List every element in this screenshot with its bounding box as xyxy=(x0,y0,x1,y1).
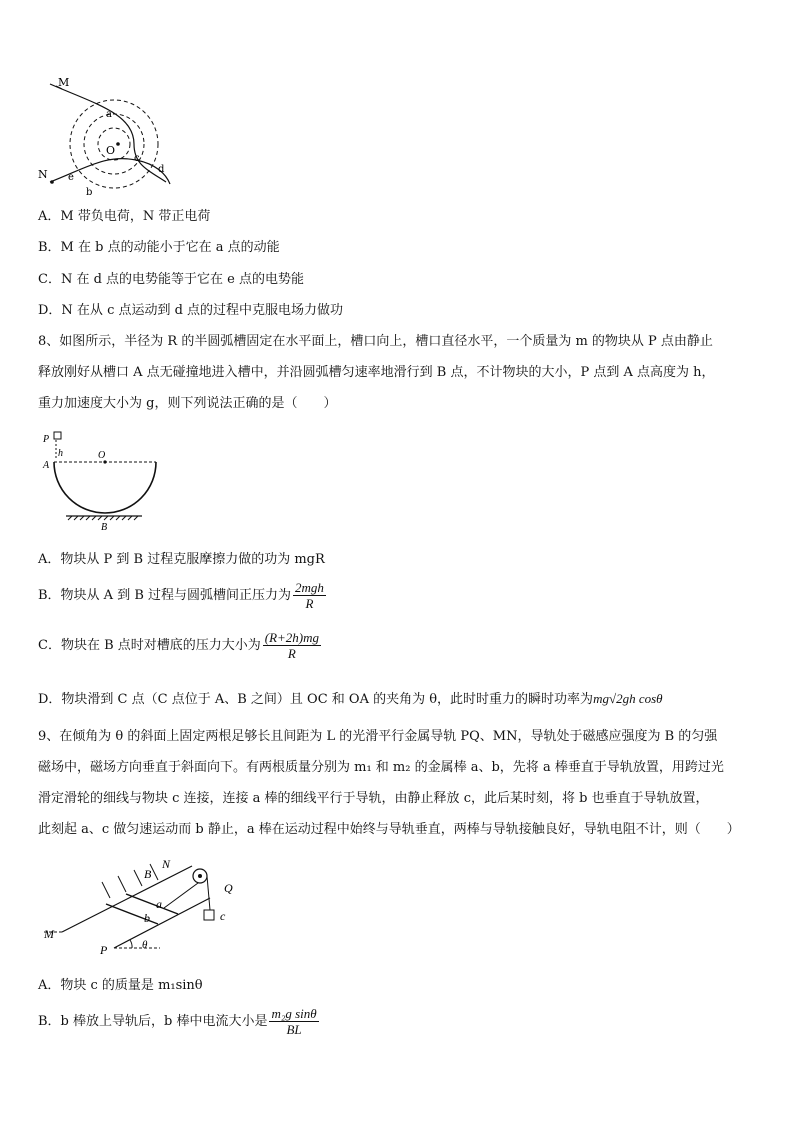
q8-stem-line-3: 重力加速度大小为 g，则下列说法正确的是（ ） xyxy=(38,396,337,411)
q9-option-b-text: B．b 棒放上导轨后，b 棒中电流大小是 xyxy=(38,1014,268,1029)
label-b: b xyxy=(144,911,150,925)
q8-option-b-fraction xyxy=(293,580,326,611)
q7-option-a: A．M 带负电荷，N 带正电荷 xyxy=(38,209,211,224)
q8-option-c-fraction xyxy=(263,630,321,661)
label-N: N xyxy=(162,857,171,871)
label-M: M xyxy=(58,76,70,89)
label-B: B xyxy=(101,522,108,533)
q8-stem-line-2: 释放刚好从槽口 A 点无碰撞地进入槽中，并沿圆弧槽匀速率地滑行到 B 点，不计物块的大小，P 点到 A 点高度为 h， xyxy=(38,365,715,380)
q9-stem-line-2: 磁场中，磁场方向垂直于斜面向下。有两根质量分别为 m₁ 和 m₂ 的金属棒 a、b，先将 a 棒垂直于导轨放置，用跨过光 xyxy=(38,760,724,775)
label-e: e xyxy=(68,172,74,183)
q9-option-b-fraction xyxy=(269,1006,318,1037)
label-Q: Q xyxy=(224,881,233,895)
label-P: P xyxy=(43,434,50,445)
q9-stem-line-1: 9、在倾角为 θ 的斜面上固定两根足够长且间距为 L 的光滑平行金属导轨 PQ、MN，导轨处于磁感应强度为 B 的匀强 xyxy=(38,729,718,744)
q8-option-b xyxy=(38,580,326,611)
q8-option-a: A．物块从 P 到 B 过程克服摩擦力做的功为 mgR xyxy=(38,552,325,567)
q8-stem-line-1: 8、如图所示，半径为 R 的半圆弧槽固定在水平面上，槽口向上，槽口直径水平，一个质量为 m 的物块从 P 点由静止 xyxy=(38,334,713,349)
inclined-rails-figure xyxy=(40,852,250,960)
label-a: a xyxy=(156,897,162,911)
label-c: c xyxy=(220,909,226,923)
q9-stem-line-4: 此刻起 a、c 做匀速运动而 b 静止，a 棒在运动过程中始终与导轨垂直，两棒与导轨接触良好，导轨电阻不计，则（ ） xyxy=(38,822,740,837)
label-A: A xyxy=(43,460,50,471)
q8-option-d-math: mg√2gh cosθ xyxy=(593,691,663,706)
semicircle-groove-figure xyxy=(38,428,168,534)
label-c: c xyxy=(134,153,140,164)
electric-field-figure xyxy=(36,74,186,198)
q9-option-a: A．物块 c 的质量是 m₁sinθ xyxy=(38,978,203,993)
q8-option-d xyxy=(38,690,663,709)
label-b: b xyxy=(86,187,93,198)
label-P: P xyxy=(100,943,108,957)
fraction-denominator: R xyxy=(305,596,314,611)
label-O: O xyxy=(98,450,106,461)
label-N: N xyxy=(38,168,48,181)
label-M: M xyxy=(44,927,54,941)
q8-option-b-text: B．物块从 A 到 B 过程与圆弧槽间正压力为 xyxy=(38,588,292,603)
q9-stem-line-3: 滑定滑轮的细线与物块 c 连接，连接 a 棒的细线平行于导轨，由静止释放 c，此后某时刻，将 b 也垂直于导轨放置， xyxy=(38,791,709,806)
fraction-denominator: BL xyxy=(286,1022,302,1037)
label-h: h xyxy=(58,448,63,459)
fraction-numerator: m₂g sinθ xyxy=(271,1006,317,1021)
q7-option-b: B．M 在 b 点的动能小于它在 a 点的动能 xyxy=(38,240,280,255)
q9-option-b xyxy=(38,1006,319,1037)
q8-option-c-text: C．物块在 B 点时对槽底的压力大小为 xyxy=(38,638,261,653)
fraction-numerator: 2mgh xyxy=(295,580,324,595)
fraction-denominator: R xyxy=(287,646,296,661)
fraction-numerator: (R+2h)mg xyxy=(264,630,320,645)
q8-option-c xyxy=(38,630,321,661)
label-B: B xyxy=(144,867,152,881)
label-d: d xyxy=(158,164,165,175)
q7-option-c: C．N 在 d 点的电势能等于它在 e 点的电势能 xyxy=(38,272,304,287)
label-theta: θ xyxy=(142,939,148,951)
q7-option-d: D．N 在从 c 点运动到 d 点的过程中克服电场力做功 xyxy=(38,303,344,318)
q8-option-d-text: D．物块滑到 C 点（C 点位于 A、B 之间）且 OC 和 OA 的夹角为 θ，此时时重力的瞬时功率为 xyxy=(38,692,594,707)
label-a: a xyxy=(106,109,112,120)
label-O: O xyxy=(106,144,116,157)
